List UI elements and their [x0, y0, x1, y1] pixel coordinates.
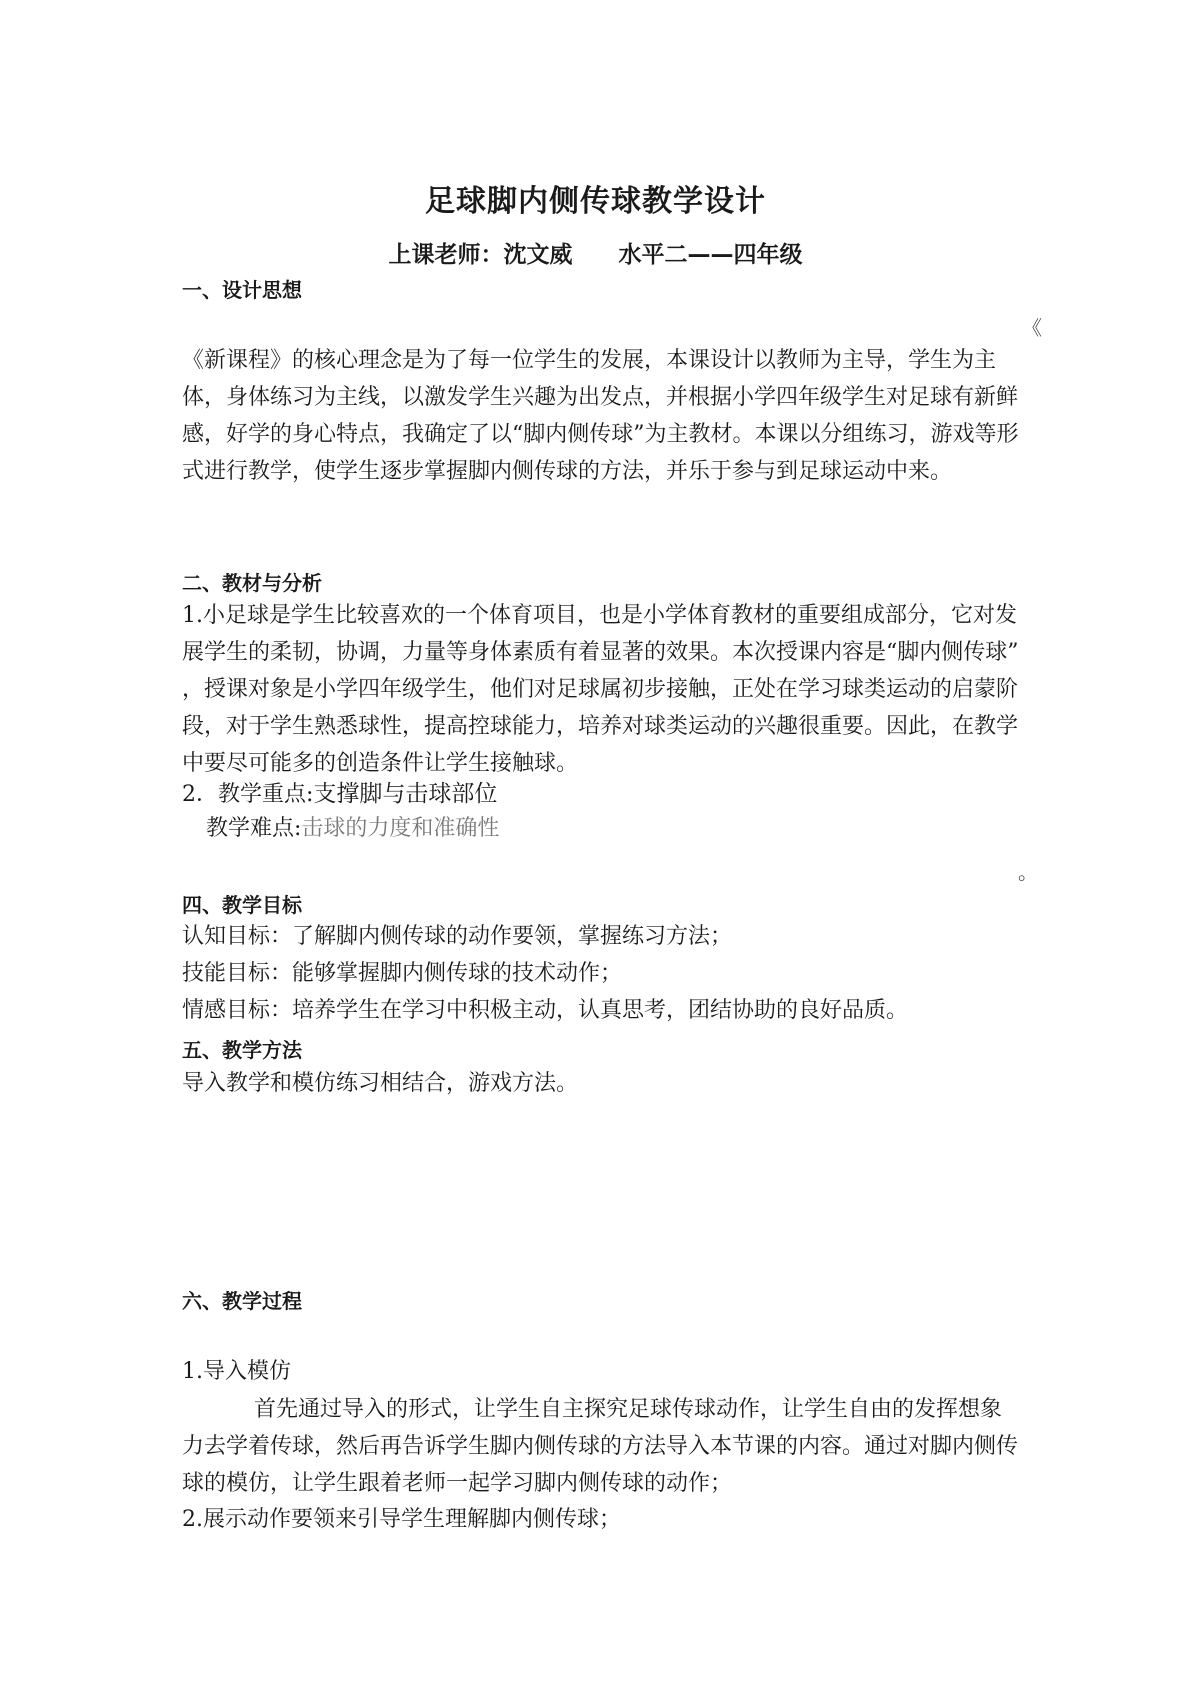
difficult-point-label: 教学难点: [206, 816, 302, 841]
section-material-analysis-heading: 二、教材与分析 [182, 571, 322, 595]
stray-period-mark: 。 [1018, 860, 1038, 884]
grade-level: 水平二——四年级 [618, 242, 803, 268]
goal-emotional: 情感目标：培养学生在学习中积极主动，认真思考，团结协助的良好品质。 [182, 998, 909, 1023]
process-step-1-text: 首先通过导入的形式，让学生自主探究足球传球动作，让学生自由的发挥想象力去学着传球，然后再告诉学生脚内侧传球的方法导入本节课的内容。通过对脚内侧传球的模仿，让学生跟着老师一起学习脚内侧传球的动作； [182, 1397, 1019, 1496]
process-step-1-label: 1.导入模仿 [182, 1359, 291, 1384]
teaching-method-text: 导入教学和模仿练习相结合，游戏方法。 [182, 1071, 579, 1096]
process-step-2-label: 2.展示动作要领来引导学生理解脚内侧传球； [182, 1507, 621, 1532]
goal-skill: 技能目标：能够掌握脚内侧传球的技术动作； [182, 961, 623, 986]
section-teaching-goals-heading: 四、教学目标 [182, 893, 302, 917]
section-teaching-method-heading: 五、教学方法 [182, 1038, 302, 1062]
teaching-difficult-point [182, 814, 499, 844]
section-design-idea-text: 《新课程》的核心理念是为了每一位学生的发展，本课设计以教师为主导，学生为主体，身体练习为主线，以激发学生兴趣为出发点，并根据小学四年级学生对足球有新鲜感，好学的身心特点，我确定了以“脚内侧传球”为主教材。本课以分组练习，游戏等形式进行教学，使学生逐步掌握脚内侧传球的方法，并乐于参与到足球运动中来。 [182, 348, 1019, 484]
teaching-key-point [182, 779, 497, 810]
material-analysis-item-1: 1.小足球是学生比较喜欢的一个体育项目，也是小学体育教材的重要组成部分，它对发展学生的柔韧，协调，力量等身体素质有着显著的效果。本次授课内容是“脚内侧传球” ，授课对象是小学四年级学生，他们对足球属初步接触，正处在学习球类运动的启蒙阶段，对于学生熟悉球性，提高控球能力，培养对球类运动的兴趣很重要。因此，在教学中要尽可能多的创造条件让学生接触球。 [182, 603, 1019, 776]
section-teaching-process-heading: 六、教学过程 [182, 1289, 302, 1313]
key-point-label: 2．教学重点: [182, 782, 314, 807]
teacher-name: 上课老师：沈文威 [388, 242, 573, 268]
stray-bracket-mark: 《 [1022, 316, 1042, 340]
key-point-value: 支撑脚与击球部位 [313, 781, 498, 807]
goal-cognitive: 认知目标：了解脚内侧传球的动作要领，掌握练习方法； [182, 924, 733, 949]
document-subtitle [0, 236, 1191, 269]
difficult-point-value: 击球的力度和准确性 [301, 816, 500, 841]
document-title: 足球脚内侧传球教学设计 [425, 184, 766, 219]
section-design-idea-heading: 一、设计思想 [182, 278, 302, 302]
